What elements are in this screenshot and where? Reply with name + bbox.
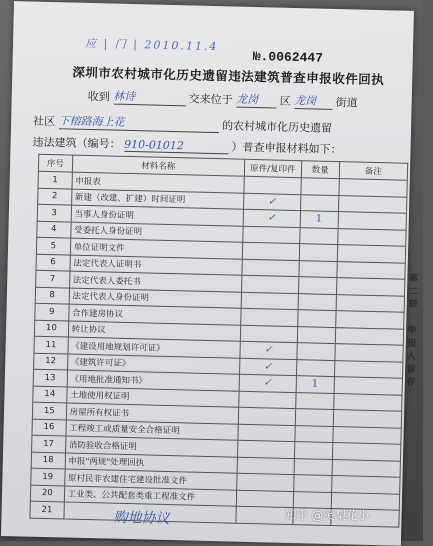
material-name-text: 《建筑许可证》 (70, 357, 131, 370)
original-copy-mark (241, 308, 298, 326)
header-name: 材料名称 (72, 155, 245, 176)
original-copy-mark-text: ✓ (264, 344, 273, 356)
original-copy-mark-text: ✓ (267, 196, 277, 208)
side-label-char: 人 (406, 351, 417, 363)
count-value (298, 277, 336, 294)
row-number-text: 1 (52, 174, 58, 185)
count-value (294, 442, 332, 459)
material-name-text: 转让协议 (71, 324, 106, 336)
row-number (32, 435, 66, 452)
row-number-text: 7 (49, 273, 56, 284)
recipient-value: 林诗 (113, 88, 185, 107)
row-number (38, 171, 72, 188)
header-no: 序号 (38, 154, 72, 172)
watermark: 知乎 @笑梨花小 (285, 508, 370, 522)
row-number (37, 221, 71, 238)
row-number-text: 21 (41, 504, 53, 515)
row-number (30, 501, 64, 518)
material-name-text: 土地使用权证明 (69, 390, 130, 403)
material-name-text: 新建（改建、扩建）时间证明 (74, 192, 186, 206)
material-name-text: 申报"两规"处理回执 (68, 456, 145, 469)
note-cell (333, 410, 402, 428)
row-number (32, 402, 66, 419)
note-cell (335, 327, 404, 345)
original-copy-mark (239, 374, 296, 392)
row-number (34, 320, 68, 337)
row-number (37, 204, 71, 221)
original-copy-mark (241, 275, 298, 293)
material-name-text: 法定代表人证明书 (73, 258, 142, 271)
row-number (34, 336, 68, 353)
side-label-char: 申 (407, 325, 417, 337)
row-number (34, 353, 68, 370)
submitted-label: 交来位于 (188, 92, 233, 107)
count-value (295, 425, 333, 442)
original-copy-mark-text: ✓ (263, 361, 273, 373)
building-line (32, 134, 341, 158)
note-cell (336, 278, 405, 296)
material-name-text: 工程竣工或质量安全合格证明 (69, 423, 180, 437)
row-number (32, 419, 66, 436)
header-count: 数量 (301, 161, 339, 179)
material-name-text: 法定代表人委托书 (72, 275, 141, 288)
district-label: 区 (279, 94, 291, 108)
recipient-line (88, 87, 358, 111)
count-value (295, 392, 333, 409)
row-number-text: 18 (42, 455, 54, 466)
count-value (299, 260, 337, 277)
row-number-text: 17 (43, 438, 55, 449)
original-copy-mark (240, 341, 297, 359)
note-cell (335, 311, 404, 329)
count-value (297, 310, 335, 327)
header-note: 备注 (339, 162, 408, 181)
note-cell (338, 195, 407, 213)
row-number (36, 270, 70, 287)
row-number (31, 468, 65, 485)
count-value (296, 376, 334, 393)
original-copy-mark (240, 325, 297, 343)
row-number-text: 4 (50, 224, 57, 235)
community-value: 下榕路海上花 (58, 112, 218, 133)
row-number-text: 12 (45, 356, 57, 367)
street-value: 龙岗 (294, 92, 332, 110)
note-cell (334, 377, 403, 395)
original-copy-mark (243, 209, 300, 227)
original-copy-mark (239, 391, 296, 409)
original-copy-mark (237, 457, 294, 475)
original-copy-mark-text: ✓ (267, 212, 276, 224)
material-name-text: 单位证明文件 (73, 242, 125, 254)
count-value (299, 244, 337, 261)
serial-number: №.0062447 (252, 48, 324, 66)
count-value (294, 458, 332, 475)
count-value (301, 178, 339, 195)
count-value-text: 1 (311, 378, 319, 390)
copy-side-label (398, 273, 427, 391)
count-value (300, 211, 338, 228)
row-number (35, 287, 69, 304)
original-copy-mark (241, 292, 298, 310)
original-copy-mark (242, 242, 299, 260)
material-name-text: 合作建房协议 (71, 308, 124, 320)
material-name-text: 工业类、公共配套类重工程准文件 (67, 489, 196, 503)
material-name-text: 原村民非农建住宅建设批准文件 (67, 473, 188, 487)
material-name-text: 消防验收合格证明 (68, 440, 137, 452)
note-cell (336, 294, 405, 312)
material-name-text: 法定代表人身份证明 (72, 291, 150, 304)
note-cell (333, 393, 402, 411)
original-copy-mark (237, 440, 294, 458)
receipt-paper (1, 1, 419, 546)
row-number-text: 10 (45, 323, 57, 334)
materials-table (29, 154, 408, 527)
recipient-label: 收到 (87, 89, 110, 104)
count-value (293, 491, 331, 508)
building-tail: ）普查申报材料如下： (231, 140, 342, 157)
count-value (300, 194, 338, 211)
row-number (36, 237, 70, 254)
note-cell (339, 179, 408, 197)
street-label: 街道 (335, 96, 358, 110)
row-number (36, 254, 70, 271)
original-copy-mark (243, 193, 300, 211)
row-number-text: 13 (44, 372, 56, 383)
district-value: 龙岗 (236, 91, 276, 109)
building-number: 910-01012 (124, 138, 228, 155)
count-value (299, 227, 337, 244)
row-number (35, 303, 69, 320)
original-copy-mark-text: ✓ (263, 377, 272, 389)
note-cell (335, 344, 404, 362)
count-value (295, 409, 333, 426)
side-label-char: 联 (408, 299, 418, 311)
original-copy-mark (244, 176, 301, 194)
row-number-text: 16 (43, 422, 55, 433)
original-copy-mark (238, 407, 295, 425)
side-label-char: 第 (408, 273, 419, 285)
note-cell (332, 443, 401, 461)
count-value-text: 1 (315, 213, 323, 225)
community-line (33, 112, 332, 136)
side-label-char: 存 (406, 377, 416, 389)
note-cell (334, 360, 403, 378)
row-number-text: 14 (44, 389, 56, 400)
note-cell (332, 459, 401, 477)
row-number-text: 8 (49, 290, 56, 301)
material-name-text: 《建设用地规划许可证》 (71, 341, 165, 354)
row-number (30, 485, 64, 502)
original-copy-mark (239, 358, 296, 376)
row-number-text: 2 (51, 191, 58, 202)
material-name-text: 房屋所有权证书 (69, 407, 130, 419)
side-label-char: 留 (406, 364, 416, 376)
community-tail: 的农村城市化历史遗留 (221, 119, 333, 135)
row-number-text: 9 (48, 306, 55, 317)
original-copy-mark (236, 490, 293, 508)
handwritten-bottom-note: 购地协议 (113, 509, 170, 528)
count-value (297, 343, 335, 360)
original-copy-mark (243, 226, 300, 244)
material-name-text: 当事人身份证明 (74, 209, 135, 221)
document-title: 深圳市农村城市化历史遗留违法建筑普查申报收件回执 (72, 64, 385, 88)
row-number-text: 20 (41, 488, 53, 499)
original-copy-mark (242, 259, 299, 277)
header-original-copy: 原件/复印件 (244, 159, 301, 177)
note-cell (337, 261, 406, 279)
row-number-text: 19 (42, 471, 54, 482)
building-label: 违法建筑（编号： (32, 135, 121, 151)
count-value (298, 293, 336, 310)
row-number-text: 15 (43, 405, 55, 416)
row-number (33, 386, 67, 403)
original-copy-mark (237, 473, 294, 491)
side-label-char: 报 (407, 338, 417, 350)
material-name-text: 《用地批准通知书》 (70, 374, 148, 387)
row-number (38, 188, 72, 205)
note-cell (338, 212, 407, 230)
count-value (297, 326, 335, 343)
community-label: 社区 (32, 114, 56, 129)
side-label-char (399, 312, 425, 326)
note-cell (337, 245, 406, 263)
side-label-char: 二 (408, 286, 418, 298)
note-cell (333, 426, 402, 444)
note-cell (337, 228, 406, 246)
material-name-text: 申报表 (75, 176, 101, 188)
count-value (293, 475, 331, 492)
handwritten-top-note: 应 | 门 | 2010.11.4 (84, 36, 219, 54)
row-number-text: 11 (45, 339, 57, 350)
row-number (33, 369, 67, 386)
row-number-text: 6 (50, 257, 56, 268)
note-cell (331, 476, 400, 494)
row-number (31, 452, 65, 469)
material-name-text: 受委托人身份证明 (73, 225, 143, 238)
count-value (296, 359, 334, 376)
original-copy-mark (238, 424, 295, 442)
row-number-text: 3 (51, 207, 58, 218)
row-number-text: 5 (50, 240, 57, 251)
